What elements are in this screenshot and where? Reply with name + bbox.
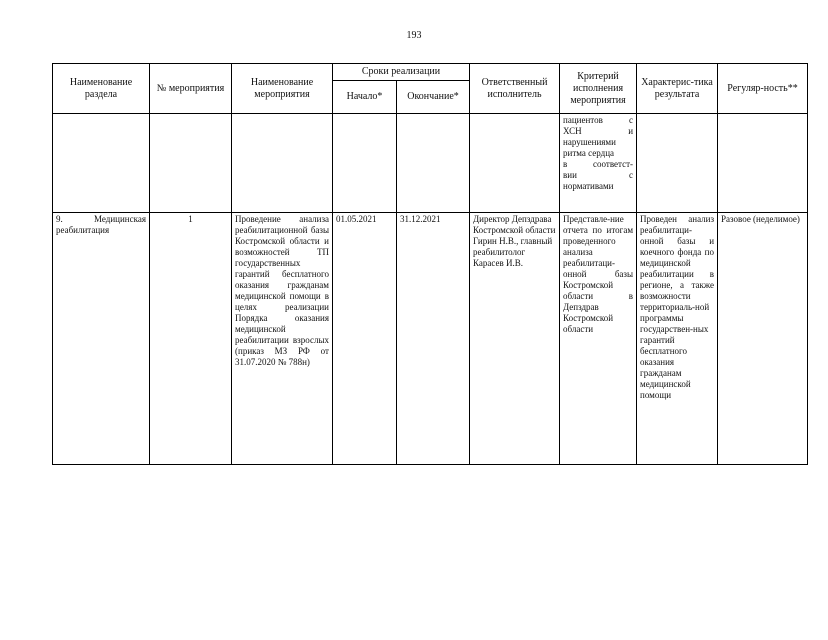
header-start: Начало* (333, 81, 397, 114)
cell-event-name: Проведение анализа реабилитационной базы Костромской области и возможностей ТП государственных гарантий бесплатного оказания гражданам медицинской помощи в целях реализации Порядка оказания медицинской реабилитации взрослых (приказ МЗ РФ от 31.07.2020 № 788н) (232, 213, 333, 465)
cell-result: Проведен анализ реабилитаци-онной базы и коечного фонда по медицинской реабилитации в регионе, а также возможности территориаль-ной программы государствен-ных гарантий бесплатного оказания гражданам медицинской помощи (637, 213, 718, 465)
page-number: 193 (406, 30, 422, 41)
cell-event-number: 1 (150, 213, 232, 465)
criterion-line: ритма сердца (563, 148, 615, 158)
cell-criterion-continued (560, 114, 637, 213)
table-header (53, 64, 808, 114)
cell-empty (637, 114, 718, 213)
header-section-name: Наименование раздела (53, 64, 150, 114)
cell-empty (397, 114, 470, 213)
criterion-line: ХСН и (563, 126, 634, 136)
header-event-number: № мероприятия (150, 64, 232, 114)
cell-empty (470, 114, 560, 213)
cell-section: 9. Медицинская реабилитация (53, 213, 150, 465)
cell-empty (232, 114, 333, 213)
header-result: Характерис-тика результата (637, 64, 718, 114)
header-end: Окончание* (397, 81, 470, 114)
cell-end-date: 31.12.2021 (397, 213, 470, 465)
cell-start-date: 01.05.2021 (333, 213, 397, 465)
header-deadlines: Сроки реализации (333, 64, 470, 81)
cell-regularity: Разовое (неделимое) (718, 213, 808, 465)
cell-empty (150, 114, 232, 213)
cell-empty (53, 114, 150, 213)
cell-responsible: Директор Депздрава Костромской области Гирин Н.В., главный реабилитолог Карасев И.В. (470, 213, 560, 465)
table-row-continuation (53, 114, 808, 213)
header-responsible: Ответственный исполнитель (470, 64, 560, 114)
criterion-line: нормативами (563, 181, 614, 191)
criterion-line: вии с (563, 170, 634, 180)
cell-empty (718, 114, 808, 213)
criterion-line: пациентов с (563, 115, 634, 125)
cell-criterion: Представле-ние отчета по итогам проведенного анализа реабилитаци-онной базы Костромской области в Депздрав Костромской области (560, 213, 637, 465)
header-event-name: Наименование мероприятия (232, 64, 333, 114)
events-table (52, 63, 808, 465)
cell-empty (333, 114, 397, 213)
criterion-line: в соответст- (563, 159, 634, 169)
header-regularity: Регуляр-ность** (718, 64, 808, 114)
criterion-line: нарушениями (563, 137, 616, 147)
table-row-medical-rehabilitation (53, 213, 808, 465)
header-criterion: Критерий исполнения мероприятия (560, 64, 637, 114)
